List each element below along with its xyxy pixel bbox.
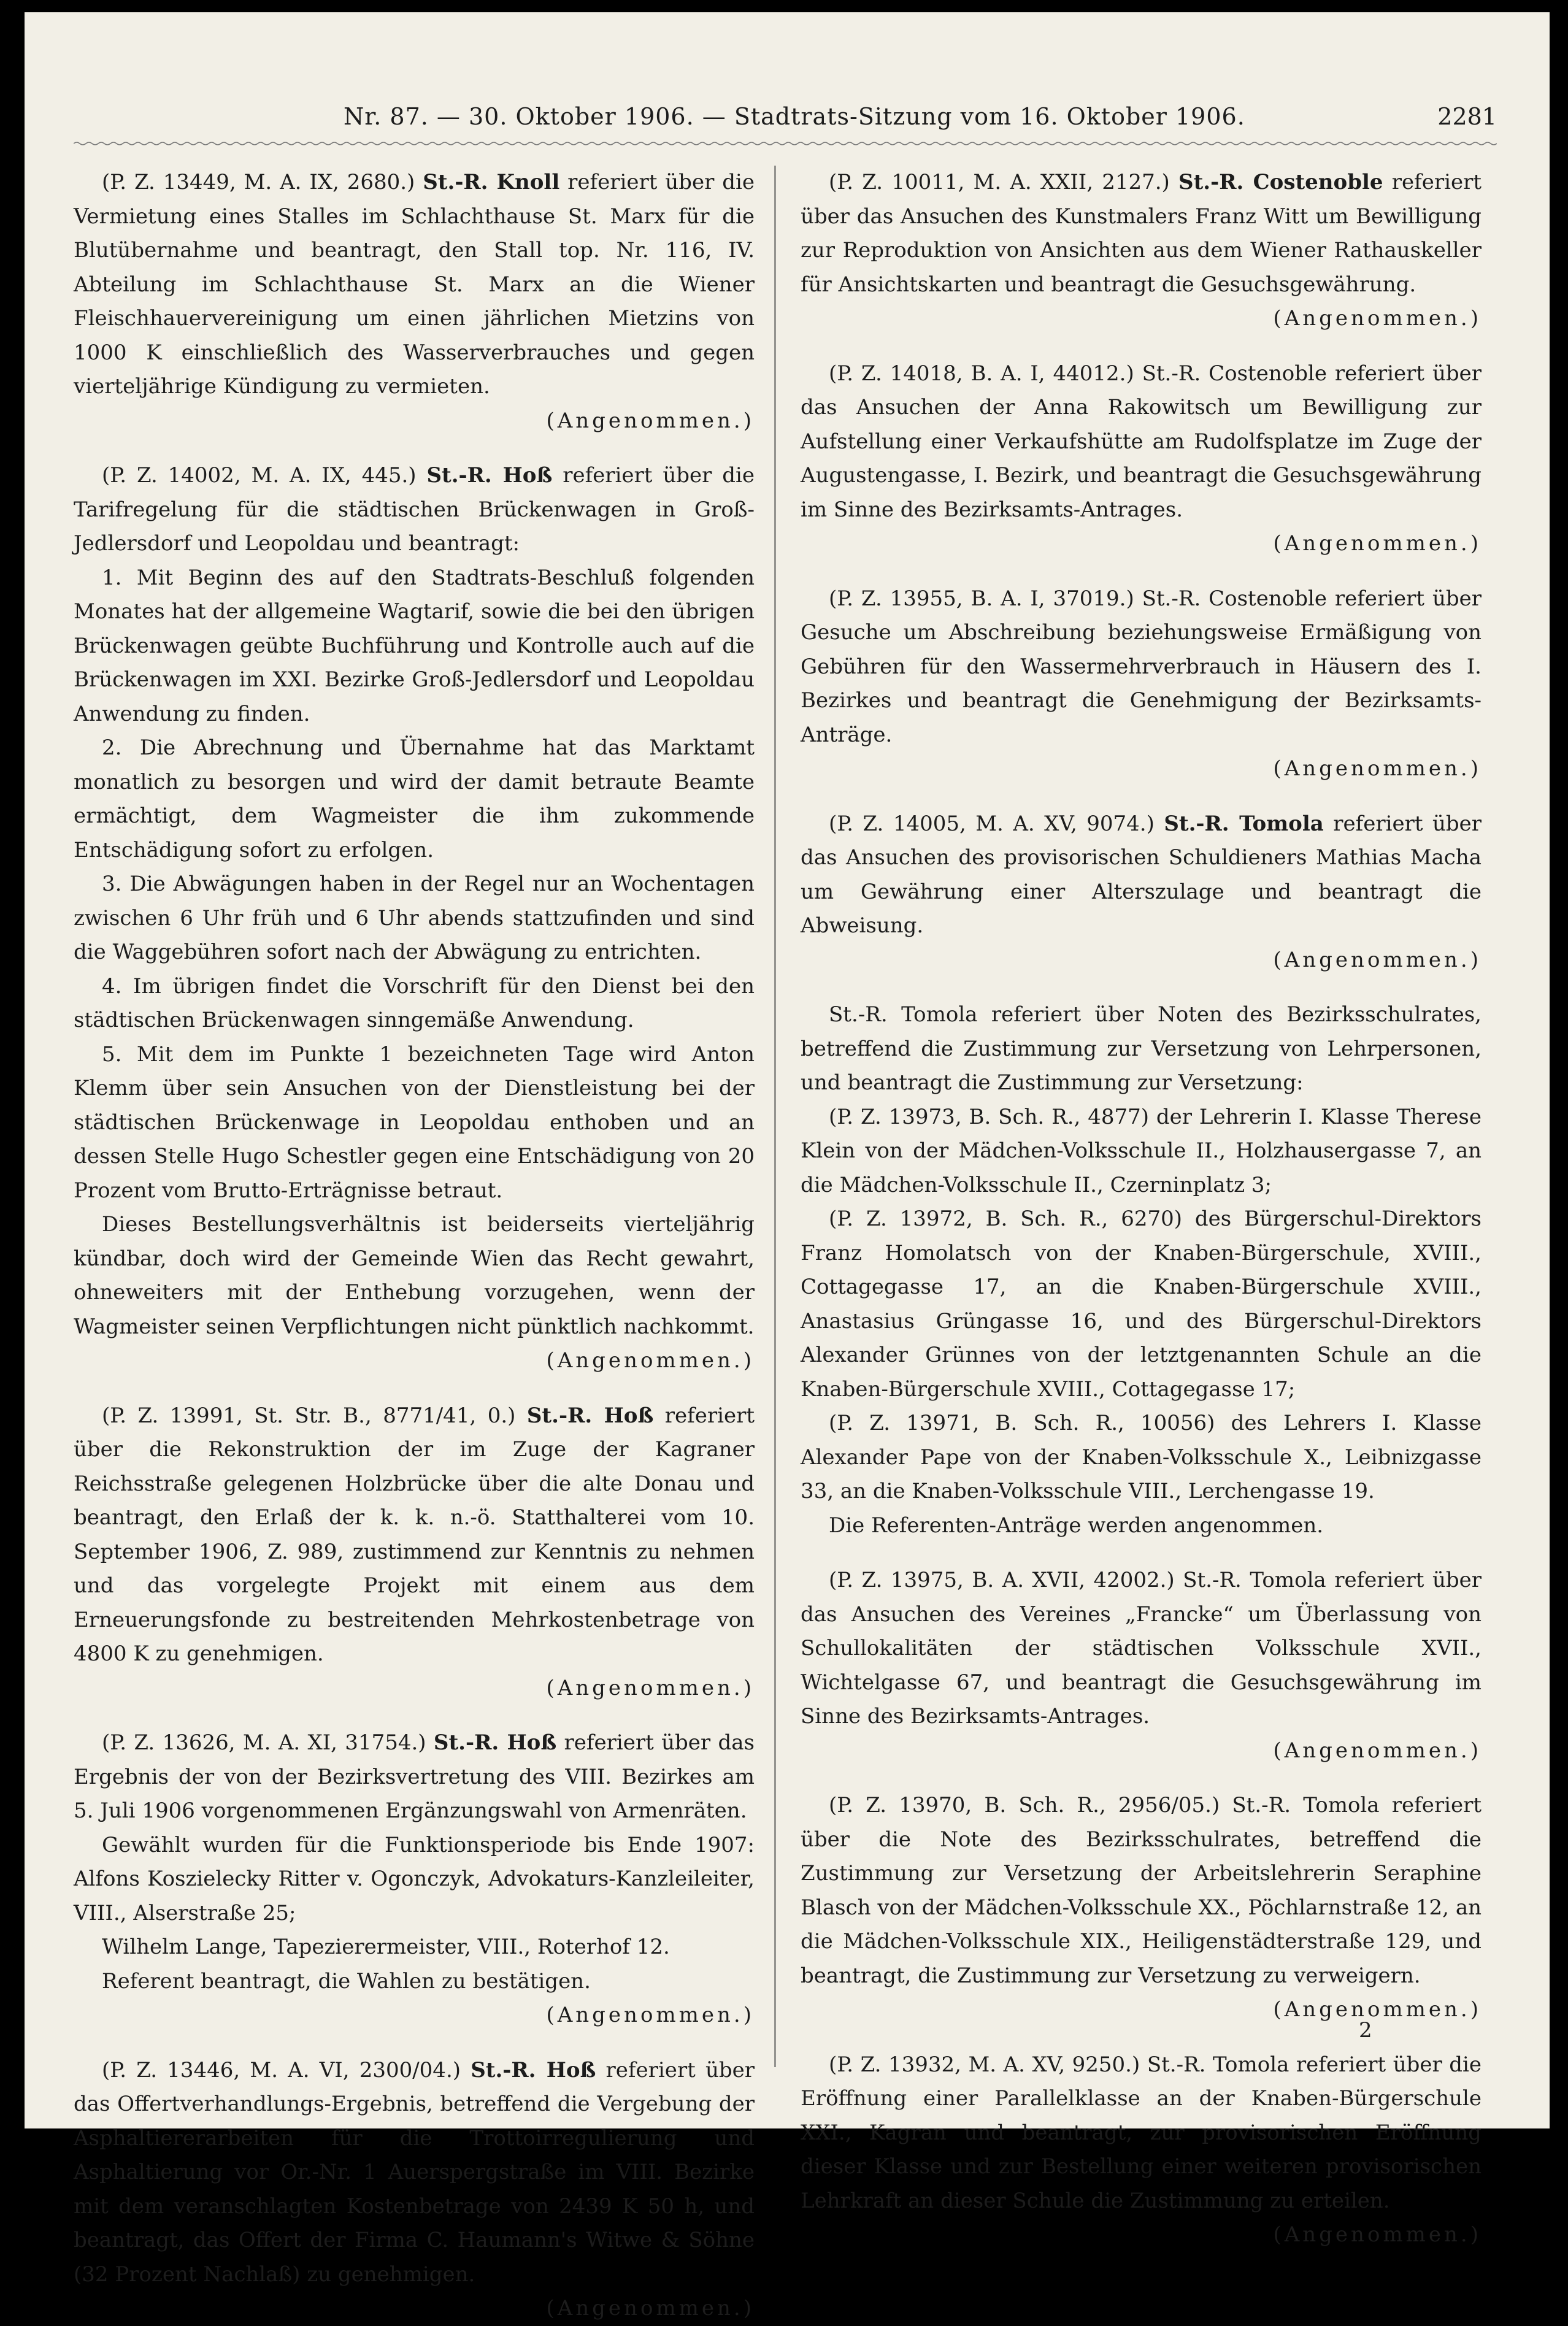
entry-13446: (P. Z. 13446, M. A. VI, 2300/04.) St.-R. Hoß referiert über das Offertverhandlungs-Ergebnis, betreffend die Vergebung der Asphaltiererarbeiten für die Trottoirregulierung und Asphaltierung vor Or.-Nr. 1 Auerspergstraße im VIII. Bezirke mit dem veranschlagten Kostenbetrage von 2439 K 50 h, und beantragt, das Offert der Firma C. Haumann's Witwe & Söhne (32 Prozent Nachlaß) zu genehmigen. [74, 2057, 755, 2287]
header-rule [74, 141, 1497, 146]
list-item: (P. Z. 13972, B. Sch. R., 6270) des Bürgerschul-Direktors Franz Homolatsch von der Knaben-Bürgerschule, XVIII., Cottagegasse 17, an die Knaben-Bürgerschule XVIII., Anastasius Grüngasse 16, und des Bürgerschul-Direktors Alexander Grünnes von der letztgenannten Schule an die Knaben-Bürgerschule XVIII., Cottagegasse 17; [801, 1207, 1482, 1402]
left-column: (P. Z. 13449, M. A. IX, 2680.) St.-R. Knoll referiert über die Vermietung eines Stalles im Schlachthause St. Marx für die Blutübernahme und beantragt, den Stall top. Nr. 116, IV. Abteilung im Schlachthause St. Marx an die Wiener Fleischhauervereinigung um einen jährlichen Mietzins von 1000 K einschließlich des Wasserverbrauches und gegen vierteljährige Kündigung zu vermieten. (Angenommen.) (P. Z. 14002, M. A. IX, 445.) St.-R. Hoß referiert über die Tarifregelung für die städtischen Brückenwagen in Groß-Jedlersdorf und Leopoldau und beantragt: 1. Mit Beginn des auf den Stadtrats-Beschluß folgenden Monates hat der allgemeine Wagtarif, sowie die bei den übrigen Brückenwagen geübte Buchführung und Kontrolle auch auf die Brückenwagen im XXI. Bezirke Groß-Jedlersdorf und Leopoldau Anwendung zu finden. 2. Die Abrechnung und Übernahme hat das Marktamt monatlich zu besorgen und wird der damit betraute Beamte ermächtigt, dem Wagmeister die ihm zukommende Entschädigung sofort zu erfolgen. 3. Die Abwägungen haben in der Regel nur an Wochentagen zwischen 6 Uhr früh und 6 Uhr abends stattzufinden und sind die Waggebühren sofort nach der Abwägung zu entrichten. 4. Im übrigen findet die Vorschrift für den Dienst bei den städtischen Brückenwagen sinngemäße Anwendung. 5. Mit dem im Punkte 1 bezeichneten Tage wird Anton Klemm über sein Ansuchen von der Dienstleistung bei der städtischen Brückenwage in Leopoldau enthoben und an dessen Stelle Hugo Schestler gegen eine Entschädigung von 20 Prozent vom Brutto-Erträgnisse betraut. Dieses Bestellungsverhältnis ist beiderseits vierteljährig kündbar, doch wird der Gemeinde Wien das Recht gewahrt, ohneweiters mit der Enthebung vorzugehen, wenn der Wagmeister seinen Verpflichtungen nicht pünktlich nachkommt. (Angenommen.) (P. Z. 13991, St. Str. B., 8771/41, 0.) St.-R. Hoß referiert über die Rekonstruktion der im Zuge der Kagraner Reichsstraße gelegenen Holzbrücke über die alte Donau und beantragt, den Erlaß der k. k. n.-ö. Statthalterei vom 10. September 1906, Z. 989, zustimmend zur Kenntnis zu nehmen und das vorgelegte Projekt mit einem aus dem Erneuerungsfonde zu bestreitenden Mehrkostenbetrage von 4800 K zu genehmigen. (Angenommen.) (P. Z. 13626, M. A. XI, 31754.) St.-R. Hoß referiert über das Ergebnis der von der Bezirksvertretung des VIII. Bezirkes am 5. Juli 1906 vorgenommenen Ergänzungswahl von Armenräten. Gewählt wurden für die Funktionsperiode bis Ende 1907: Alfons Koszielecky Ritter v. Ogonczyk, Advokaturs-Kanzleileiter, VIII., Alserstraße 25; Wilhelm Lange, Tapezierermeister, VIII., Roterhof 12. Referent beantragt, die Wahlen zu bestätigen. (Angenommen.) (P. Z. 13446, M. A. VI, 2300/04.) St.-R. Hoß referiert über das Offertverhandlungs-Ergebnis, betreffend die Vergebung der Asphaltiererarbeiten für die Trottoirregulierung und Asphaltierung vor Or.-Nr. 1 Auerspergstraße im VIII. Bezirke mit dem veranschlagten Kostenbetrage von 2439 K 50 h, und beantragt, das Offert der Firma C. Haumann's Witwe & Söhne (32 Prozent Nachlaß) zu genehmigen. (Angenommen.) [74, 166, 755, 2326]
entry-13626: (P. Z. 13626, M. A. XI, 31754.) St.-R. Hoß referiert über das Ergebnis der von der Bezirksvertretung des VIII. Bezirkes am 5. Juli 1906 vorgenommenen Ergänzungswahl von Armenräten. [74, 1730, 755, 1823]
sheet-signature: 2 [1359, 2018, 1372, 2043]
column-divider [774, 166, 776, 2067]
list-item: 3. Die Abwägungen haben in der Regel nur an Wochentagen zwischen 6 Uhr früh und 6 Uhr abends stattzufinden und sind die Waggebühren sofort nach der Abwägung zu entrichten. [74, 872, 755, 964]
entry-14005: (P. Z. 14005, M. A. XV, 9074.) St.-R. Tomola referiert über das Ansuchen des provisorischen Schuldieners Mathias Macha um Gewährung einer Alterszulage und beantragt die Abweisung. [801, 811, 1482, 938]
right-column: (P. Z. 10011, M. A. XXII, 2127.) St.-R. Costenoble referiert über das Ansuchen des Kunstmalers Franz Witt um Bewilligung zur Reproduktion von Ansichten aus dem Wiener Rathauskeller für Ansichtskarten und beantragt die Gesuchsgewährung. (Angenommen.) (P. Z. 14018, B. A. I, 44012.) St.-R. Costenoble referiert über das Ansuchen der Anna Rakowitsch um Bewilligung zur Aufstellung einer Verkaufshütte am Rudolfsplatze im Zuge der Augustengasse, I. Bezirk, und beantragt die Gesuchsgewährung im Sinne des Bezirksamts-Antrages. (Angenommen.) (P. Z. 13955, B. A. I, 37019.) St.-R. Costenoble referiert über Gesuche um Abschreibung beziehungsweise Ermäßigung von Gebühren für den Wassermehrverbrauch in Häusern des I. Bezirkes und beantragt die Genehmigung der Bezirksamts-Anträge. (Angenommen.) (P. Z. 14005, M. A. XV, 9074.) St.-R. Tomola referiert über das Ansuchen des provisorischen Schuldieners Mathias Macha um Gewährung einer Alterszulage und beantragt die Abweisung. (Angenommen.) St.-R. Tomola referiert über Noten des Bezirksschulrates, betreffend die Zustimmung zur Versetzung von Lehrpersonen, und beantragt die Zustimmung zur Versetzung: (P. Z. 13973, B. Sch. R., 4877) der Lehrerin I. Klasse Therese Klein von der Mädchen-Volksschule II., Holzhausergasse 7, an die Mädchen-Volksschule II., Czerninplatz 3; (P. Z. 13972, B. Sch. R., 6270) des Bürgerschul-Direktors Franz Homolatsch von der Knaben-Bürgerschule, XVIII., Cottagegasse 17, an die Knaben-Bürgerschule XVIII., Anastasius Grüngasse 16, und des Bürgerschul-Direktors Alexander Grünnes von der letztgenannten Schule an die Knaben-Bürgerschule XVIII., Cottagegasse 17; (P. Z. 13971, B. Sch. R., 10056) des Lehrers I. Klasse Alexander Pape von der Knaben-Volksschule X., Leibnizgasse 33, an die Knaben-Volksschule VIII., Lerchengasse 19. Die Referenten-Anträge werden angenommen. (P. Z. 13975, B. A. XVII, 42002.) St.-R. Tomola referiert über das Ansuchen des Vereines „Francke“ um Überlassung von Schullokalitäten der städtischen Volksschule XVII., Wichtelgasse 67, und beantragt die Gesuchsgewährung im Sinne des Bezirksamts-Antrages. (Angenommen.) (P. Z. 13970, B. Sch. R., 2956/05.) St.-R. Tomola referiert über die Note des Bezirksschulrates, betreffend die Zustimmung zur Versetzung der Arbeitslehrerin Seraphine Blasch von der Mädchen-Volksschule XX., Pöchlarnstraße 12, an die Mädchen-Volksschule XIX., Heiligenstädterstraße 129, und beantragt, die Zustimmung zur Versetzung zu verweigern. (Angenommen.) (P. Z. 13932, M. A. XV, 9250.) St.-R. Tomola referiert über die Eröffnung einer Parallelklasse an der Knaben-Bürgerschule XXI., Kagran und beantragt, zur provisorischen Eröffnung dieser Klasse und zur Bestellung einer weiteren provisorischen Lehrkraft an dieser Schule die Zustimmung zu erteilen. (Angenommen.) [801, 166, 1482, 2252]
entry-13970: (P. Z. 13970, B. Sch. R., 2956/05.) St.-R. Tomola referiert über die Note des Bezirksschulrates, betreffend die Zustimmung zur Versetzung der Arbeitslehrerin Seraphine Blasch von der Mädchen-Volksschule XX., Pöchlarnstraße 12, an die Mädchen-Volksschule XIX., Heiligenstädterstraße 129, und beantragt, die Zustimmung zur Versetzung zu verweigern. [801, 1793, 1482, 1988]
page-header [123, 98, 1497, 141]
entry-13449: (P. Z. 13449, M. A. IX, 2680.) St.-R. Knoll referiert über die Vermietung eines Stalles im Schlachthause St. Marx für die Blutübernahme und beantragt, den Stall top. Nr. 116, IV. Abteilung im Schlachthause St. Marx an die Wiener Fleischhauervereinigung um einen jährlichen Mietzins von 1000 K einschließlich des Wasserverbrauches und gegen vierteljährige Kündigung zu vermieten. [74, 170, 755, 399]
page-number: 2281 [1437, 103, 1497, 130]
list-item: 2. Die Abrechnung und Übernahme hat das Marktamt monatlich zu besorgen und wird der damit betraute Beamte ermächtigt, dem Wagmeister die ihm zukommende Entschädigung sofort zu erfolgen. [74, 735, 755, 862]
list-item: 5. Mit dem im Punkte 1 bezeichneten Tage wird Anton Klemm über sein Ansuchen von der Dienstleistung bei der städtischen Brückenwage in Leopoldau enthoben und an dessen Stelle Hugo Schestler gegen eine Entschädigung von 20 Prozent vom Brutto-Erträgnisse betraut. [74, 1042, 755, 1203]
entry-13991: (P. Z. 13991, St. Str. B., 8771/41, 0.) St.-R. Hoß referiert über die Rekonstruktion der im Zuge der Kagraner Reichsstraße gelegenen Holzbrücke über die alte Donau und beantragt, den Erlaß der k. k. n.-ö. Statthalterei vom 10. September 1906, Z. 989, zustimmend zur Kenntnis zu nehmen und das vorgelegte Projekt mit einem aus dem Erneuerungsfonde zu bestreitenden Mehrkostenbetrage von 4800 K zu genehmigen. [74, 1403, 755, 1666]
entry-13975: (P. Z. 13975, B. A. XVII, 42002.) St.-R. Tomola referiert über das Ansuchen des Vereines „Francke“ um Überlassung von Schullokalitäten der städtischen Volksschule XVII., Wichtelgasse 67, und beantragt die Gesuchsgewährung im Sinne des Bezirksamts-Antrages. [801, 1568, 1482, 1729]
list-item: 1. Mit Beginn des auf den Stadtrats-Beschluß folgenden Monates hat der allgemeine Wagtarif, sowie die bei den übrigen Brückenwagen geübte Buchführung und Kontrolle auch auf die Brückenwagen im XXI. Bezirke Groß-Jedlersdorf und Leopoldau Anwendung zu finden. [74, 565, 755, 726]
entry-10011: (P. Z. 10011, M. A. XXII, 2127.) St.-R. Costenoble referiert über das Ansuchen des Kunstmalers Franz Witt um Bewilligung zur Reproduktion von Ansichten aus dem Wiener Rathauskeller für Ansichtskarten und beantragt die Gesuchsgewährung. [801, 170, 1482, 297]
entry-13932: (P. Z. 13932, M. A. XV, 9250.) St.-R. Tomola referiert über die Eröffnung einer Parallelklasse an der Knaben-Bürgerschule XXI., Kagran und beantragt, zur provisorischen Eröffnung dieser Klasse und zur Bestellung einer weiteren provisorischen Lehrkraft an dieser Schule die Zustimmung zu erteilen. [801, 2052, 1482, 2213]
list-item: 4. Im übrigen findet die Vorschrift für den Dienst bei den städtischen Brückenwagen sinngemäße Anwendung. [74, 973, 755, 1032]
list-item: (P. Z. 13973, B. Sch. R., 4877) der Lehrerin I. Klasse Therese Klein von der Mädchen-Volksschule II., Holzhausergasse 7, an die Mädchen-Volksschule II., Czerninplatz 3; [801, 1104, 1482, 1197]
entry-schulrat-noten: St.-R. Tomola referiert über Noten des Bezirksschulrates, betreffend die Zustimmung zur Versetzung von Lehrpersonen, und beantragt die Zustimmung zur Versetzung: [801, 1002, 1482, 1095]
header-line: Nr. 87. — 30. Oktober 1906. — Stadtrats-Sitzung vom 16. Oktober 1906. [344, 103, 1245, 130]
entry-14018: (P. Z. 14018, B. A. I, 44012.) St.-R. Costenoble referiert über das Ansuchen der Anna Rakowitsch um Bewilligung zur Aufstellung einer Verkaufshütte am Rudolfsplatze im Zuge der Augustengasse, I. Bezirk, und beantragt die Gesuchsgewährung im Sinne des Bezirksamts-Antrages. [801, 361, 1482, 522]
list-item: (P. Z. 13971, B. Sch. R., 10056) des Lehrers I. Klasse Alexander Pape von der Knaben-Volksschule X., Leibnizgasse 33, an die Knaben-Volksschule VIII., Lerchengasse 19. [801, 1411, 1482, 1503]
entry-13955: (P. Z. 13955, B. A. I, 37019.) St.-R. Costenoble referiert über Gesuche um Abschreibung beziehungsweise Ermäßigung von Gebühren für den Wassermehrverbrauch in Häusern des I. Bezirkes und beantragt die Genehmigung der Bezirksamts-Anträge. [801, 586, 1482, 747]
entry-14002: (P. Z. 14002, M. A. IX, 445.) St.-R. Hoß referiert über die Tarifregelung für die städtischen Brückenwagen in Groß-Jedlersdorf und Leopoldau und beantragt: [74, 463, 755, 556]
